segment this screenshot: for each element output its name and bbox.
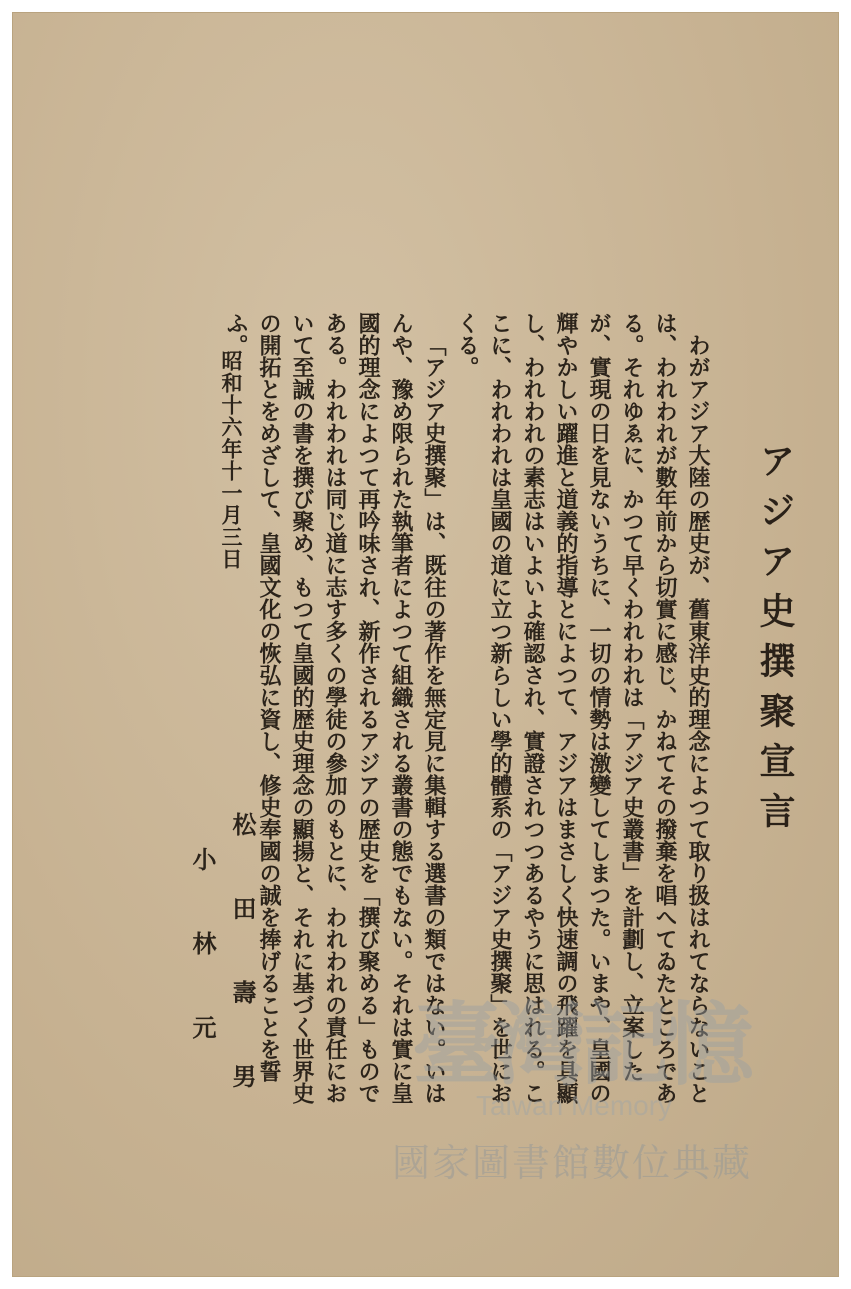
library-watermark bbox=[392, 972, 812, 1202]
watermark-logo: 臺灣記憶 bbox=[412, 992, 748, 1098]
paragraph: わがアジア大陸の歴史が、舊東洋史的理念によつて取り扱はれてならないことは、われわれが數年前から切實に感じ、かねてその撥棄を唱へてゐたところである。それゆゑに、かつて早くわれわれは「アジア史叢書」を計劃し、立案したが、實現の日を見ないうちに、一切の情勢は激變してしまつた。いまや、皇國の輝やかしい躍進と道義的指導とによつて、アジアはまさしく快速調の飛躍を具顯し、われわれの素志はいよいよ確認され、實證されつつあるやうに思はれる。ここに、われわれは皇國の道に立つ新らしい學的體系の「アジア史撰聚」を世におくる。 bbox=[454, 312, 711, 1104]
watermark-english: Taiwan Memory bbox=[476, 1090, 673, 1121]
author-name: 小林元 bbox=[188, 847, 217, 1099]
paragraph: 「アジア史撰聚」は、既往の著作を無定見に集輯する選書の類ではない。いはんや、豫め限られた執筆者によつて組織される叢書の態でもない。それは實に皇國的理念によつて再吟味され、新作されるアジアの歴史を「撰び聚める」ものである。われわれは同じ道に志す多くの學徒の參加のもとに、われわれの責任において至誠の書を撰び聚め、もつて皇國的歴史理念の顯揚と、それに基づく世界史の開拓とをめざして、皇國文化の恢弘に資し、修史奉國の誠を捧げることを誓ふ。 bbox=[223, 312, 447, 1104]
signing-date: 昭和十六年十一月三日 bbox=[219, 350, 244, 570]
document-title: アジア史撰聚宣言 bbox=[754, 442, 796, 842]
document-page bbox=[12, 12, 839, 1277]
author-name: 松田壽男 bbox=[228, 812, 257, 1148]
watermark-library-name: 國家圖書館數位典藏 bbox=[392, 1141, 753, 1185]
